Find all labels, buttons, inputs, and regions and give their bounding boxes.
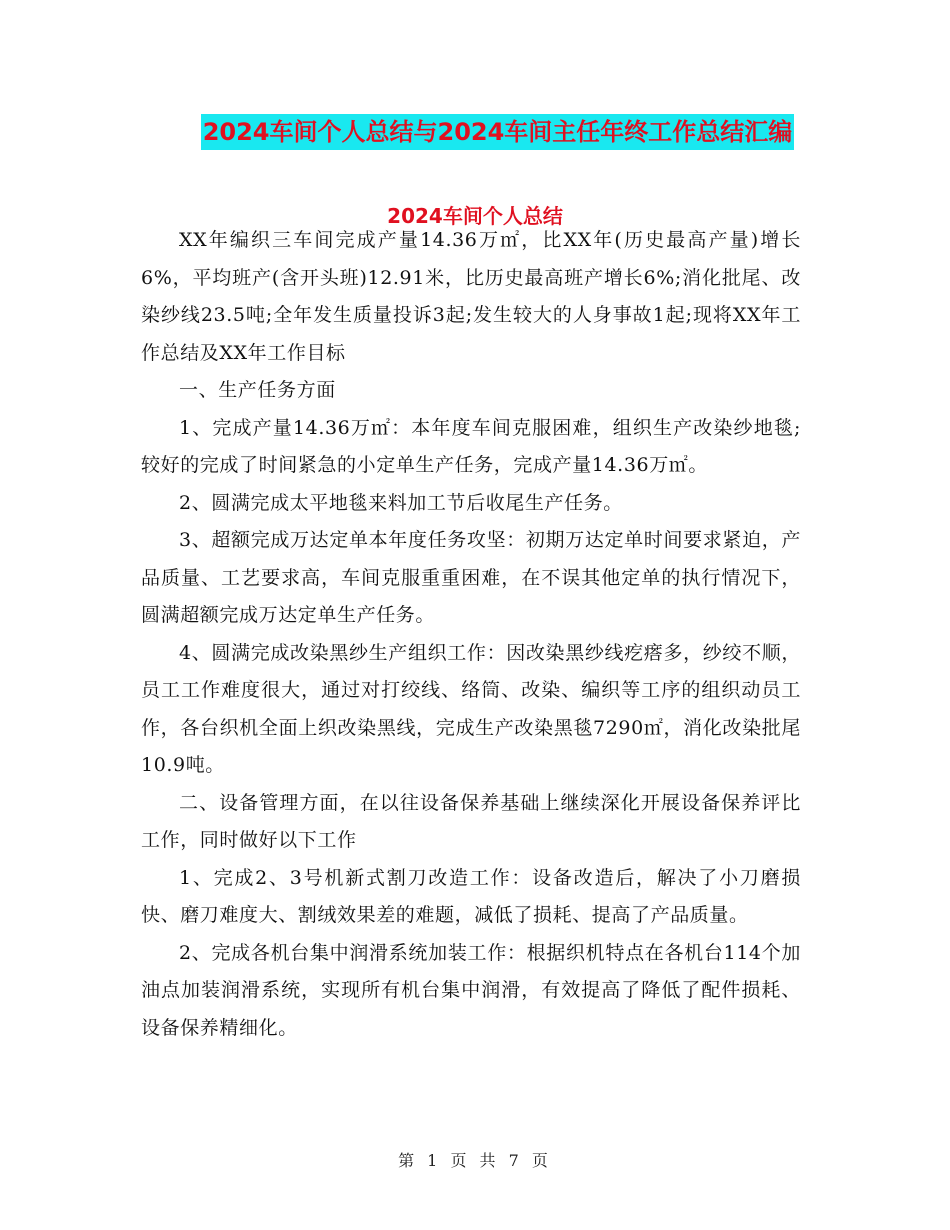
paragraph-heading-equipment: 二、设备管理方面，在以往设备保养基础上继续深化开展设备保养评比工作，同时做好以下工作	[141, 791, 801, 851]
paragraph-production-1: 1、完成产量14.36万㎡：本年度车间克服困难，组织生产改染纱地毯;较好的完成了时间紧急的小定单生产任务，完成产量14.36万㎡。	[141, 416, 801, 476]
page-footer: 第 1 页 共 7 页	[398, 1151, 552, 1170]
paragraph-production-3: 3、超额完成万达定单本年度任务攻坚：初期万达定单时间要求紧迫，产品质量、工艺要求高，车间克服重重困难，在不误其他定单的执行情况下，圆满超额完成万达定单生产任务。	[141, 529, 801, 626]
paragraph-equipment-2: 2、完成各机台集中润滑系统加装工作：根据织机特点在各机台114个加油点加装润滑系统，实现所有机台集中润滑，有效提高了降低了配件损耗、设备保养精细化。	[141, 941, 801, 1039]
paragraph-intro: XX年编织三车间完成产量14.36万㎡，比XX年(历史最高产量)增长6%，平均班产(含开头班)12.91米，比历史最高班产增长6%;消化批尾、改染纱线23.5吨;全年发生质量投诉3起;发生较大的人身事故1起;现将XX年工作总结及XX年工作目标	[141, 229, 801, 364]
paragraph-equipment-1: 1、完成2、3号机新式割刀改造工作：设备改造后，解决了小刀磨损快、磨刀难度大、割绒效果差的难题，减低了损耗、提高了产品质量。	[141, 866, 801, 926]
document-body	[141, 222, 801, 1047]
paragraph-production-2: 2、圆满完成太平地毯来料加工节后收尾生产任务。	[179, 491, 623, 514]
section-title: 2024车间个人总结	[387, 204, 563, 228]
document-title: 2024车间个人总结与2024车间主任年终工作总结汇编	[201, 114, 795, 150]
paragraph-heading-production: 一、生产任务方面	[179, 379, 336, 401]
paragraph-production-4: 4、圆满完成改染黑纱生产组织工作：因改染黑纱线疙瘩多，纱绞不顺，员工工作难度很大，通过对打绞线、络筒、改染、编织等工序的组织动员工作，各台织机全面上织改染黑线，完成生产改染黑毯7290㎡，消化改染批尾10.9吨。	[141, 641, 801, 776]
document-title-container	[0, 114, 950, 150]
